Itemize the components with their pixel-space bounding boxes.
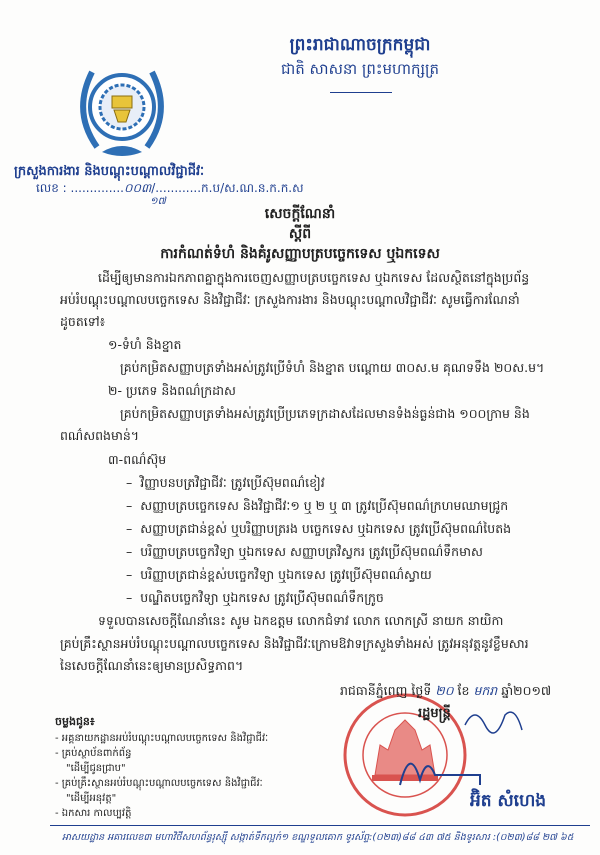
number-suffix: ក.ប/ស.ណ.ន.ក.ក.ស [201,181,304,195]
cc-item: - ឯកសារ កាលប្បវត្តិ [55,808,132,819]
section-body: ពណ៌សពងមាន់។ [60,428,140,443]
color-item: – បណ្ឌិតបច្ចេកវិទ្យា ឬឯកទេស ត្រូវប្រើស៊ុមពណ៌ទឹកក្រូច [126,590,384,605]
cc-heading: ចម្លងជូន៖ [55,715,95,728]
intro-line: ដើម្បីឲ្យមានការឯកភាពគ្នាក្នុងការចេញសញ្ញាបត្របច្ចេកទេស ឬឯកទេស ដែលស្ថិតនៅក្នុងប្រព័ន្ធ [98,270,530,285]
color-item: – បរិញ្ញាបត្រជាន់ខ្ពស់បច្ចេកវិទ្យា ឬឯកទេស ត្រូវប្រើស៊ុមពណ៌ស្វាយ [126,567,432,582]
doc-subject: ការកំណត់ទំហំ និងគំរូសញ្ញាបត្របច្ចេកទេស ឬឯកទេស [160,246,440,262]
signature-initials [460,700,530,740]
color-item: – បរិញ្ញាបត្របច្ចេកវិទ្យា ឬឯកទេស សញ្ញាបត្រវិស្វករ ត្រូវប្រើស៊ុមពណ៌ទឹកមាស [126,544,483,559]
doc-title-about: ស្តីពី [288,226,312,242]
number-label: លេខ : [36,181,67,195]
closing-line: នៃសេចក្តីណែនាំនេះឲ្យមានប្រសិទ្ធភាព។ [60,658,244,673]
cc-item: - គ្រប់ស្ថាប័នពាក់ព័ន្ធ [55,748,132,759]
signer-title: រដ្ឋមន្ត្រី [418,706,451,721]
ministry-name: ក្រសួងការងារ និងបណ្តុះបណ្តាលវិជ្ជាជីវៈ [14,164,205,179]
intro-line: ដូចតទៅ៖ [60,314,106,329]
cc-item: "ដើម្បីជូនជ្រាប" [66,763,126,774]
sign-date: រាជធានីភ្នំពេញ ថ្ងៃទី ២០ ខែ មករា ឆ្នាំ២០១៧ [340,683,552,698]
cc-item: - អគ្គនាយកដ្ឋានអប់រំបណ្តុះបណ្តាលបច្ចេកទេស និងវិជ្ជាជីវៈ [55,733,269,744]
document-number: លេខ : ..............០០៣/............ក.ប/ស.ណ.ន.ក.ក.ស [36,181,304,195]
color-item: – សញ្ញាបត្រជាន់ខ្ពស់ ឬបរិញ្ញាបត្ររង បច្ចេកទេស ឬឯកទេស ត្រូវប្រើស៊ុមពណ៌បៃតង [126,521,512,536]
cc-item: "ដើម្បីអនុវត្ត" [66,793,117,804]
cc-item: - គ្រប់គ្រឹះស្ថានអប់រំបណ្តុះបណ្តាលបច្ចេកទេស និងវិជ្ជាជីវៈ [55,778,263,789]
number-value: ០០៣ [123,181,152,195]
section-heading: ២- ប្រភេទ និងពណ៌ក្រដាស [108,383,236,398]
signer-name: អ៊ិត សំហេង [470,791,547,811]
header-divider [330,92,392,93]
section-body: គ្រប់កម្រិតសញ្ញាបត្រទាំងអស់ត្រូវប្រើទំហំ និងខ្នាត បណ្តោយ ៣០ស.ម គុណទទឹង ២០ស.ម។ [120,360,545,375]
ministry-logo [72,52,172,170]
color-item: – សញ្ញាបត្របច្ចេកទេស និងវិជ្ជាជីវៈ១ ឬ ២ ឬ ៣ ត្រូវប្រើស៊ុមពណ៌ក្រហមឈាមជ្រូក [126,498,509,513]
intro-line: អប់រំបណ្តុះបណ្តាលបច្ចេកទេស និងវិជ្ជាជីវៈ ក្រសួងការងារ និងបណ្តុះបណ្តាលវិជ្ជាជីវៈ សូមធ្វើការណែនាំ [60,292,520,307]
number-year: ១៧ [150,196,166,207]
footer-address: អាសយដ្ឋាន អគារលេខ៣ មហាវិថីសហព័ន្ធរុស្ស៊ី សង្កាត់ទឹកល្អក់១ ខណ្ឌទួលគោក ទូរស័ព្ទ:(០២៣)៨៨ ៤៣ ៧៥ និងទូរសារ :(០២៣)៨៨ ២៧ ៦៥ [62,832,574,843]
section-body: គ្រប់កម្រិតសញ្ញាបត្រទាំងអស់ត្រូវប្រើប្រភេទក្រដាសដែលមានទំងន់ធ្ងន់ជាង ១០០ក្រាម និង [120,406,530,421]
section-heading: ១-ទំហំ និងខ្នាត [108,337,182,352]
signature [395,745,485,795]
national-motto: ជាតិ សាសនា ព្រះមហាក្សត្រ [280,60,440,78]
closing-line: គ្រប់គ្រឹះស្ថានអប់រំបណ្តុះបណ្តាលបច្ចេកទេស និងវិជ្ជាជីវៈក្រោមឱវាទក្រសួងទាំងអស់ ត្រូវអនុវត្តនូវខ្លឹមសារ [60,636,529,651]
footer-divider [50,825,590,826]
section-heading: ៣-ពណ៌ស៊ុម [108,452,167,467]
doc-title: សេចក្តីណែនាំ [264,206,336,222]
kingdom-title: ព្រះរាជាណាចក្រកម្ពុជា [289,35,431,55]
closing-line: ទទួលបានសេចក្តីណែនាំនេះ សូម ឯកឧត្តម លោកជំទាវ លោក លោកស្រី នាយក នាយិកា [98,613,504,628]
color-item: – វិញ្ញាបនបត្រវិជ្ជាជីវៈ ត្រូវប្រើស៊ុមពណ៌ខៀវ [126,475,325,490]
